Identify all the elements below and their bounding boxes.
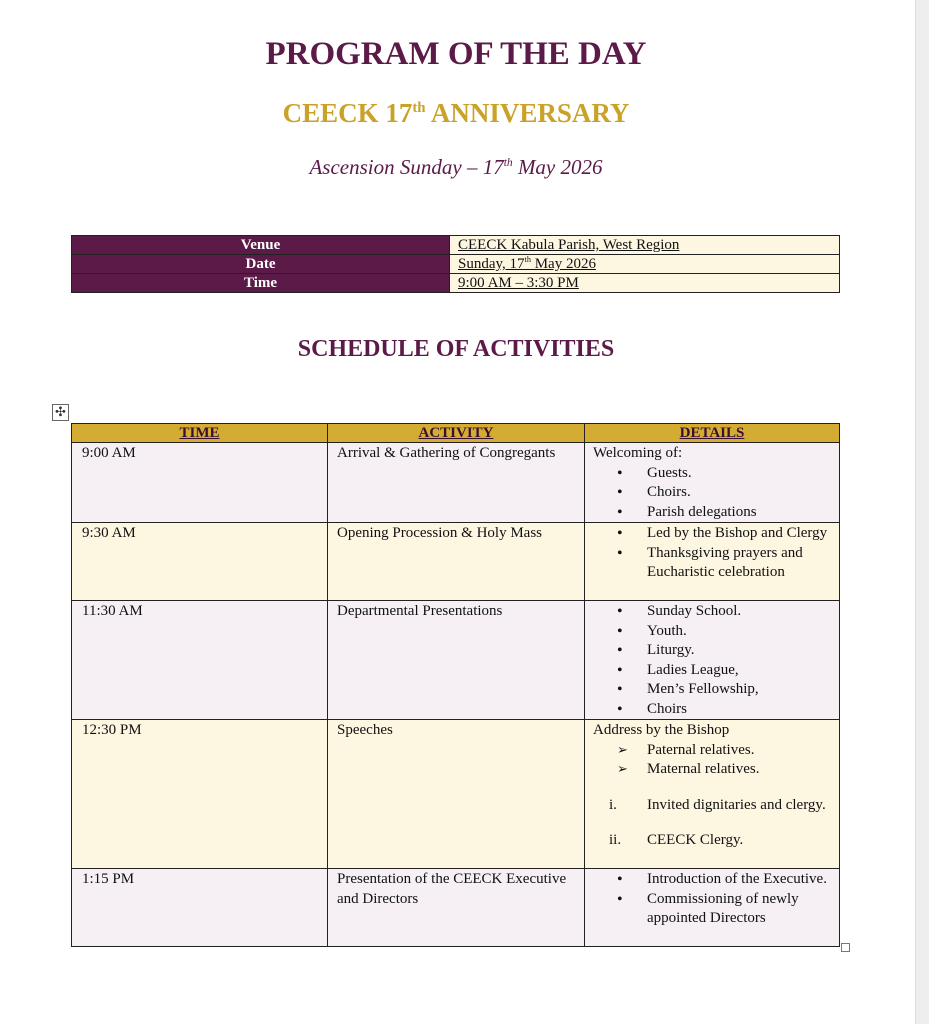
resize-square-icon[interactable]	[841, 943, 850, 952]
list-item: ➢ Paternal relatives.	[593, 741, 833, 761]
move-cross-icon[interactable]: ✣	[52, 404, 69, 421]
event-dateline	[0, 155, 912, 180]
date-value-sup: th	[524, 255, 531, 264]
row-time[interactable]: 12:30 PM	[72, 720, 328, 869]
list-item: • Led by the Bishop and Clergy	[593, 524, 833, 544]
time-value[interactable]: 9:00 AM – 3:30 PM	[450, 274, 840, 293]
info-row-date	[72, 255, 840, 274]
row-activity[interactable]: Departmental Presentations	[328, 601, 585, 720]
row-time[interactable]: 9:30 AM	[72, 523, 328, 601]
dateline-post: May 2026	[512, 155, 603, 179]
table-row	[72, 523, 840, 601]
list-item: ➢ Maternal relatives.	[593, 760, 833, 780]
list-item: • Choirs.	[593, 483, 833, 503]
schedule-title: SCHEDULE OF ACTIVITIES	[297, 336, 615, 362]
bullet-list	[593, 870, 833, 929]
column-header-time: TIME	[72, 424, 328, 443]
date-value[interactable]	[450, 255, 840, 274]
row-activity[interactable]: Arrival & Gathering of Congregants	[328, 443, 585, 523]
row-details[interactable]	[585, 869, 840, 947]
time-label: Time	[72, 274, 450, 293]
list-item: • Parish delegations	[593, 503, 833, 523]
numbered-list	[593, 796, 833, 816]
page-title: PROGRAM OF THE DAY	[265, 36, 647, 72]
table-row	[72, 720, 840, 869]
dateline-sup: th	[503, 157, 513, 169]
date-label: Date	[72, 255, 450, 274]
details-intro: Address by the Bishop	[593, 722, 730, 738]
subtitle-post: ANNIVERSARY	[425, 98, 630, 128]
row-time[interactable]: 11:30 AM	[72, 601, 328, 720]
arrow-list	[593, 741, 833, 780]
details-intro: Welcoming of:	[593, 445, 683, 461]
list-item: • Introduction of the Executive.	[593, 870, 833, 890]
table-row	[72, 443, 840, 523]
list-item	[593, 796, 833, 816]
row-activity[interactable]: Opening Procession & Holy Mass	[328, 523, 585, 601]
list-item: • Men’s Fellowship,	[593, 680, 833, 700]
list-text: Invited dignitaries and clergy.	[647, 796, 826, 813]
anniversary-subtitle	[0, 98, 912, 129]
list-item: • Guests.	[593, 464, 833, 484]
bullet-list	[593, 602, 833, 719]
row-details[interactable]	[585, 443, 840, 523]
subtitle-sup: th	[412, 100, 426, 116]
column-header-details: DETAILS	[585, 424, 840, 443]
venue-value[interactable]: CEECK Kabula Parish, West Region	[450, 236, 840, 255]
list-item: • Choirs	[593, 700, 833, 720]
row-time[interactable]: 1:15 PM	[72, 869, 328, 947]
list-text: CEECK Clergy.	[647, 832, 744, 848]
list-item	[593, 831, 833, 851]
date-value-post: May 2026	[530, 256, 596, 272]
schedule-header-row	[72, 424, 840, 443]
list-item: • Thanksgiving prayers and Eucharistic celebration	[593, 544, 833, 583]
bullet-list	[593, 464, 833, 523]
list-item: • Commissioning of newly appointed Directors	[593, 890, 833, 929]
row-activity[interactable]: Presentation of the CEECK Executive and Directors	[328, 869, 585, 947]
table-row	[72, 601, 840, 720]
row-details[interactable]	[585, 720, 840, 869]
row-activity[interactable]: Speeches	[328, 720, 585, 869]
table-row	[72, 869, 840, 947]
vertical-scrollbar[interactable]	[915, 0, 929, 1024]
list-item: • Ladies League,	[593, 661, 833, 681]
column-header-activity: ACTIVITY	[328, 424, 585, 443]
info-row-time	[72, 274, 840, 293]
list-number: ii.	[609, 832, 622, 848]
list-item: • Liturgy.	[593, 641, 833, 661]
info-row-venue	[72, 236, 840, 255]
venue-label: Venue	[72, 236, 450, 255]
list-number: i.	[609, 796, 617, 813]
row-details[interactable]	[585, 601, 840, 720]
date-value-pre: Sunday, 17	[458, 256, 525, 272]
event-info-table	[71, 235, 840, 293]
schedule-table	[71, 423, 840, 947]
row-time[interactable]: 9:00 AM	[72, 443, 328, 523]
bullet-list	[593, 524, 833, 583]
row-details[interactable]	[585, 523, 840, 601]
numbered-list	[593, 831, 833, 851]
dateline-pre: Ascension Sunday – 17	[309, 155, 504, 179]
list-item: • Sunday School.	[593, 602, 833, 622]
subtitle-pre: CEECK 17	[282, 98, 413, 128]
list-item: • Youth.	[593, 622, 833, 642]
